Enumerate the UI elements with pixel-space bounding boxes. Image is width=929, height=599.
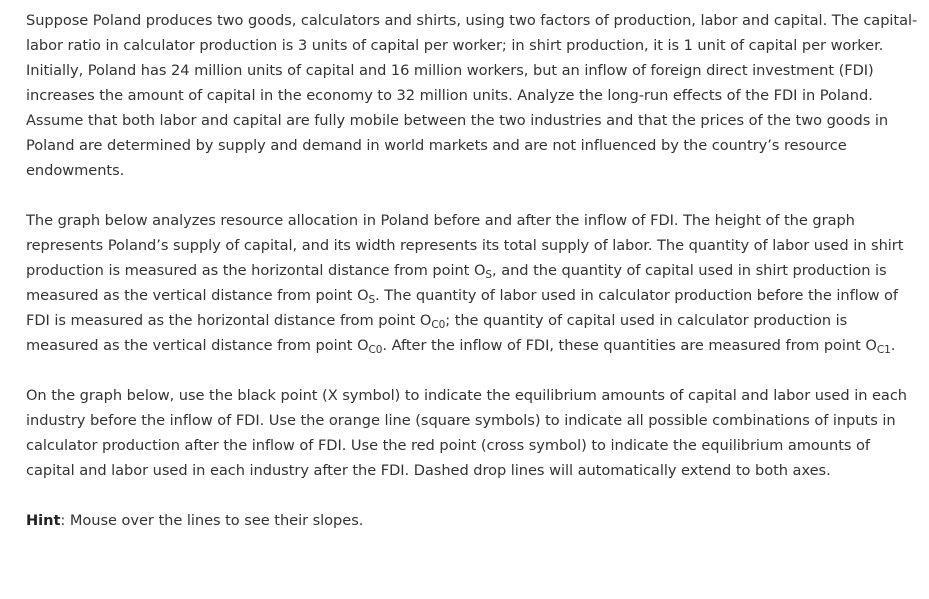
graph-description-text-1: The graph below analyzes resource allocation in Poland before and after the inflow of FDI. The height of the graph represents Poland’s supply of capital, and its width represents its total supply of labor. The quantity of labor used in shirt production is measured as the horizontal distance from point [26, 212, 904, 279]
origin-oc1: $O_{C1}$ [865, 337, 891, 356]
instructions-paragraph: On the graph below, use the black point (X symbol) to indicate the equilibrium amounts of capital and labor used in each industry before the inflow of FDI. Use the orange line (square symbols) to indicate all possible combinations of inputs in calculator production after the inflow of FDI. Use the red point (cross symbol) to indicate the equilibrium amounts of capital and labor used in each industry after the FDI. Dashed drop lines will automatically extend to both axes. [26, 387, 907, 479]
graph-description-text-5: . After the inflow of FDI, these quantities are measured from point [382, 337, 866, 354]
problem-statement-paragraph: Suppose Poland produces two goods, calculators and shirts, using two factors of production, labor and capital. The capital-labor ratio in calculator production is 3 units of capital per worker; in shirt production, it is 1 unit of capital per worker. Initially, Poland has 24 million units of capital and 16 million workers, but an inflow of foreign direct investment (FDI) increases the amount of capital in the economy to 32 million units. Analyze the long-run effects of the FDI in Poland. Assume that both labor and capital are fully mobile between the two industries and that the prices of the two goods in Poland are determined by supply and demand in world markets and are not influenced by the country’s resource endowments. [26, 12, 918, 179]
graph-description-text-3: . The quantity of labor used in calculator production before the inflow of FDI is measured as the horizontal distance from point [26, 287, 899, 329]
graph-description-text-2: , and the quantity of capital used in shirt production is measured as the vertical distance from point [26, 262, 887, 304]
hint-label: Hint [26, 512, 61, 529]
origin-os-1: $O_S$ [473, 262, 493, 281]
origin-oc0-1: $O_{C0}$ [419, 312, 446, 331]
graph-description-text-6: . [890, 337, 896, 354]
origin-os-2: $O_S$ [357, 287, 376, 306]
hint-text: : Mouse over the lines to see their slopes. [60, 512, 364, 529]
hint-paragraph [26, 508, 920, 533]
question-content [26, 8, 920, 533]
origin-oc0-2: $O_{C0}$ [357, 337, 383, 356]
graph-description-text-4: ; the quantity of capital used in calculator production is measured as the vertical distance from point [26, 312, 848, 354]
graph-description-paragraph [26, 208, 920, 358]
